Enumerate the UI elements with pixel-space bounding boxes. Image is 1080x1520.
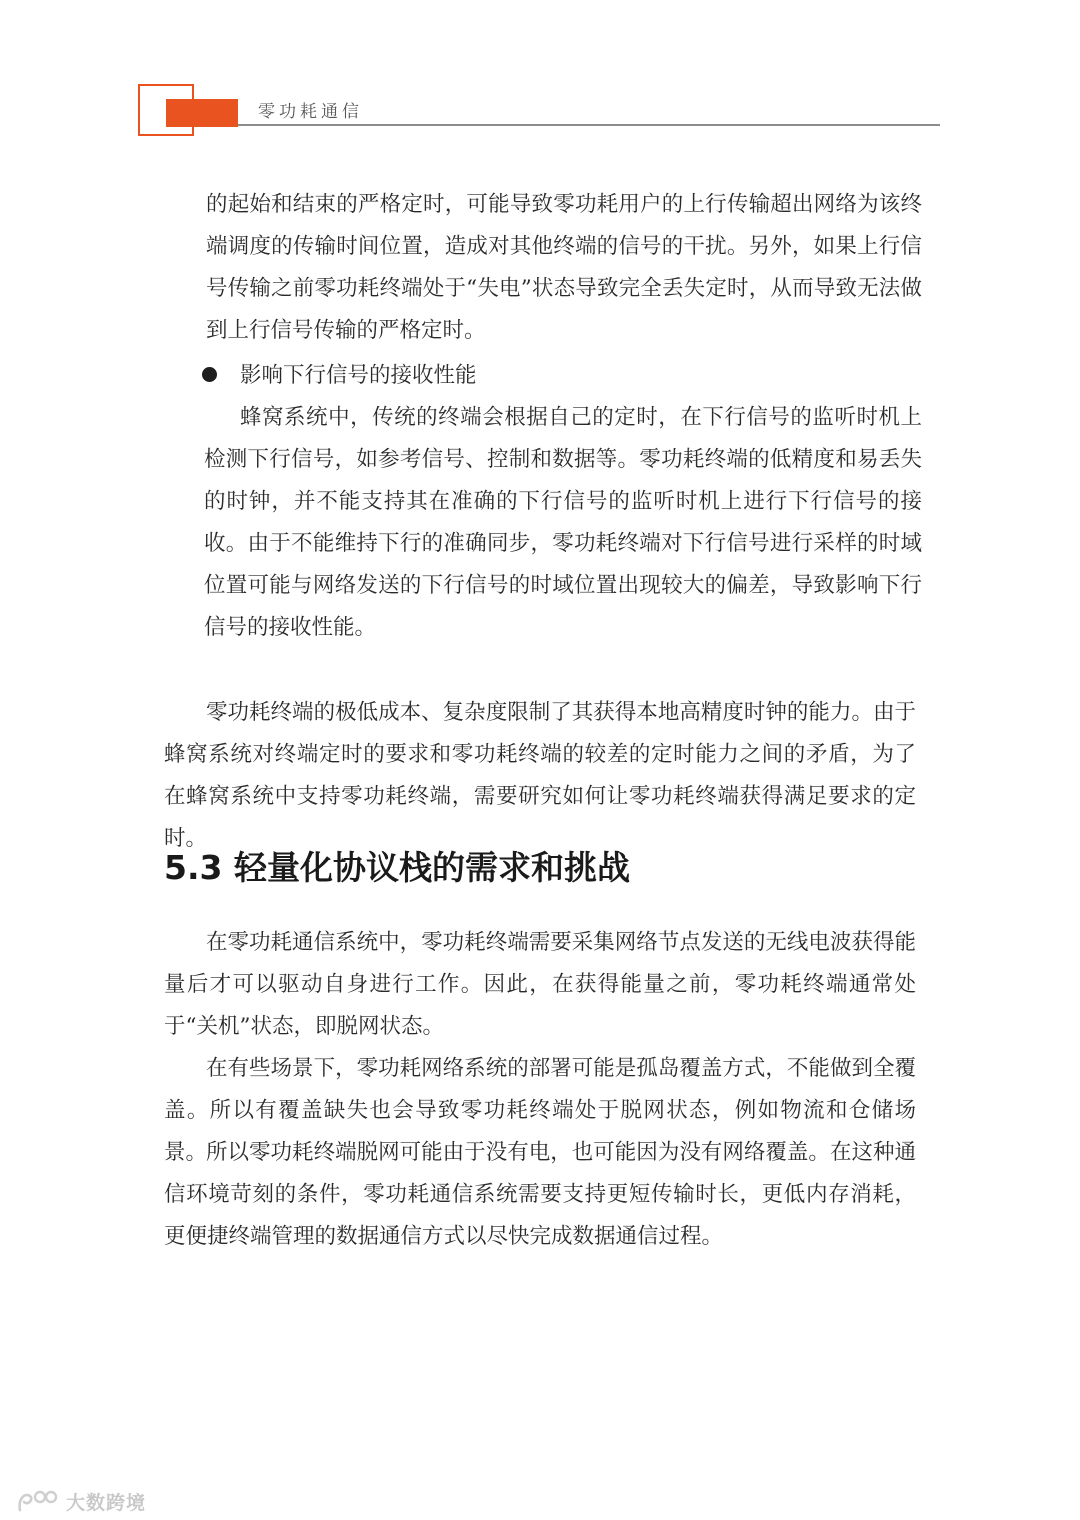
summary-paragraph: 零功耗终端的极低成本、复杂度限制了其获得本地高精度时钟的能力。由于蜂窝系统对终端定时的要求和零功耗终端的较差的定时能力之间的矛盾，为了在蜂窝系统中支持零功耗终端，需要研究如何让零功耗终端获得满足要求的定时。 bbox=[164, 700, 916, 851]
bullet-paragraph: 蜂窝系统中，传统的终端会根据自己的定时，在下行信号的监听时机上检测下行信号，如参考信号、控制和数据等。零功耗终端的低精度和易丢失的时钟，并不能支持其在准确的下行信号的监听时机上进行下行信号的接收。由于不能维持下行的准确同步，零功耗终端对下行信号进行采样的时域位置可能与网络发送的下行信号的时域位置出现较大的偏差，导致影响下行信号的接收性能。 bbox=[204, 405, 922, 640]
bullet-item-label: 影响下行信号的接收性能 bbox=[240, 363, 477, 388]
continued-paragraph: 的起始和结束的严格定时，可能导致零功耗用户的上行传输超出网络为该终端调度的传输时间位置，造成对其他终端的信号的干扰。另外，如果上行信号传输之前零功耗终端处于“失电”状态导致完全丢失定时，从而导致无法做到上行信号传输的严格定时。 bbox=[206, 192, 922, 343]
header-decor-block bbox=[166, 99, 238, 127]
section-paragraph-2: 在有些场景下，零功耗网络系统的部署可能是孤岛覆盖方式，不能做到全覆盖。所以有覆盖缺失也会导致零功耗终端处于脱网状态，例如物流和仓储场景。 bbox=[164, 1056, 916, 1165]
header-rule bbox=[238, 124, 940, 126]
brand-logo-icon bbox=[16, 1488, 60, 1514]
watermark bbox=[16, 1486, 146, 1516]
section-heading: 5.3 轻量化协议栈的需求和挑战 bbox=[164, 848, 630, 887]
section-paragraph-1: 在零功耗通信系统中，零功耗终端需要采集网络节点发送的无线电波获得能量后才可以驱动自身进行工作。因此，在获得能量之前，零功耗终端通常处于“关机”状态，即脱网状态。 bbox=[164, 930, 916, 1039]
bullet-dot-icon bbox=[202, 367, 217, 382]
running-title: 零功耗通信 bbox=[258, 102, 363, 122]
section-paragraph-3: 所以零功耗终端脱网可能由于没有电，也可能因为没有网络覆盖。在这种通信环境苛刻的条件，零功耗通信系统需要支持更短传输时长，更低内存消耗，更便捷终端管理的数据通信方式以尽快完成数据通信过程。 bbox=[164, 1140, 916, 1249]
watermark-text: 大数跨境 bbox=[66, 1491, 147, 1514]
